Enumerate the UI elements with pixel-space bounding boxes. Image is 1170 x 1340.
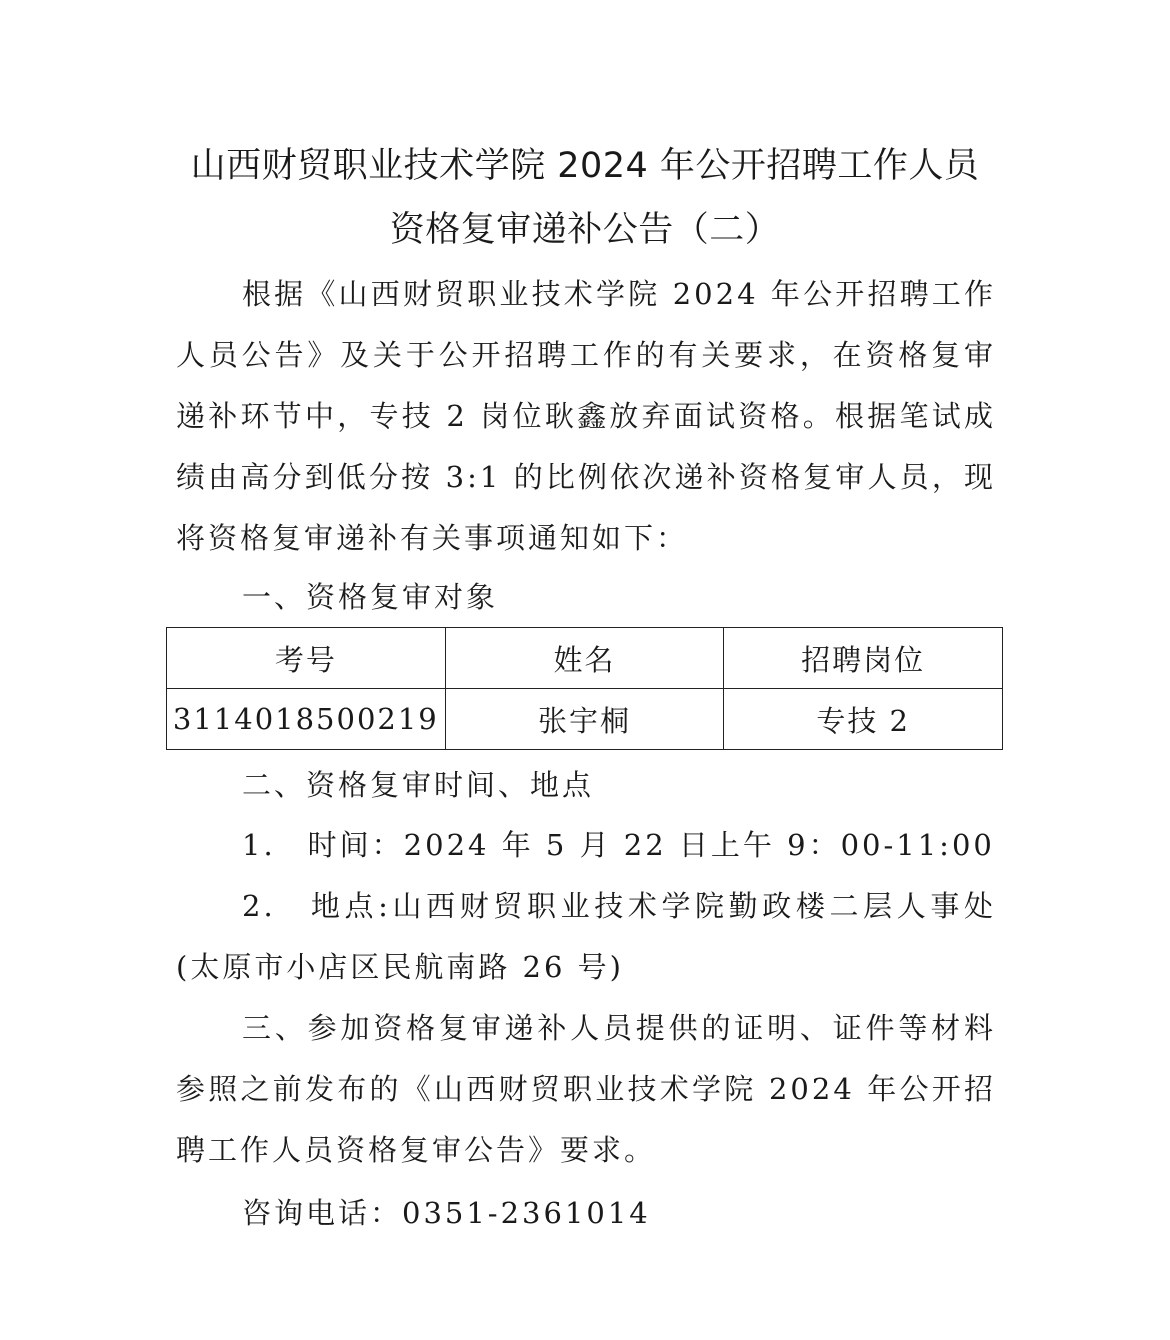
section-2-heading: 二、资格复审时间、地点 <box>242 768 595 802</box>
table-header-row <box>167 628 1003 689</box>
section-3-paragraph: 三、参加资格复审递补人员提供的证明、证件等材料参照之前发布的《山西财贸职业技术学院 2024 年公开招聘工作人员资格复审公告》要求。 <box>176 1011 996 1167</box>
document-title-line-1: 山西财贸职业技术学院 2024 年公开招聘工作人员 <box>190 146 980 186</box>
cell-exam-number: 3114018500219 <box>167 689 446 750</box>
contact-phone: 咨询电话：0351-2361014 <box>242 1196 651 1230</box>
intro-paragraph: 根据《山西财贸职业技术学院 2024 年公开招聘工作人员公告》及关于公开招聘工作的有关要求，在资格复审递补环节中，专技 2 岗位耿鑫放弃面试资格。根据笔试成绩由高分到低分按 3:1 的比例依次递补资格复审人员，现将资格复审递补有关事项通知如下： <box>176 277 996 555</box>
candidate-table <box>166 627 1003 750</box>
column-header-name: 姓名 <box>445 628 724 689</box>
cell-name: 张宇桐 <box>445 689 724 750</box>
column-header-exam-number: 考号 <box>167 628 446 689</box>
location-item: 2. 地点:山西财贸职业技术学院勤政楼二层人事处(太原市小店区民航南路 26 号) <box>176 889 996 984</box>
table-row <box>167 689 1003 750</box>
section-1-heading: 一、资格复审对象 <box>242 580 499 614</box>
column-header-position: 招聘岗位 <box>724 628 1003 689</box>
time-item: 1. 时间：2024 年 5 月 22 日上午 9：00-11:00 <box>242 828 995 862</box>
cell-position: 专技 2 <box>724 689 1003 750</box>
document-title-line-2: 资格复审递补公告（二） <box>389 210 781 250</box>
